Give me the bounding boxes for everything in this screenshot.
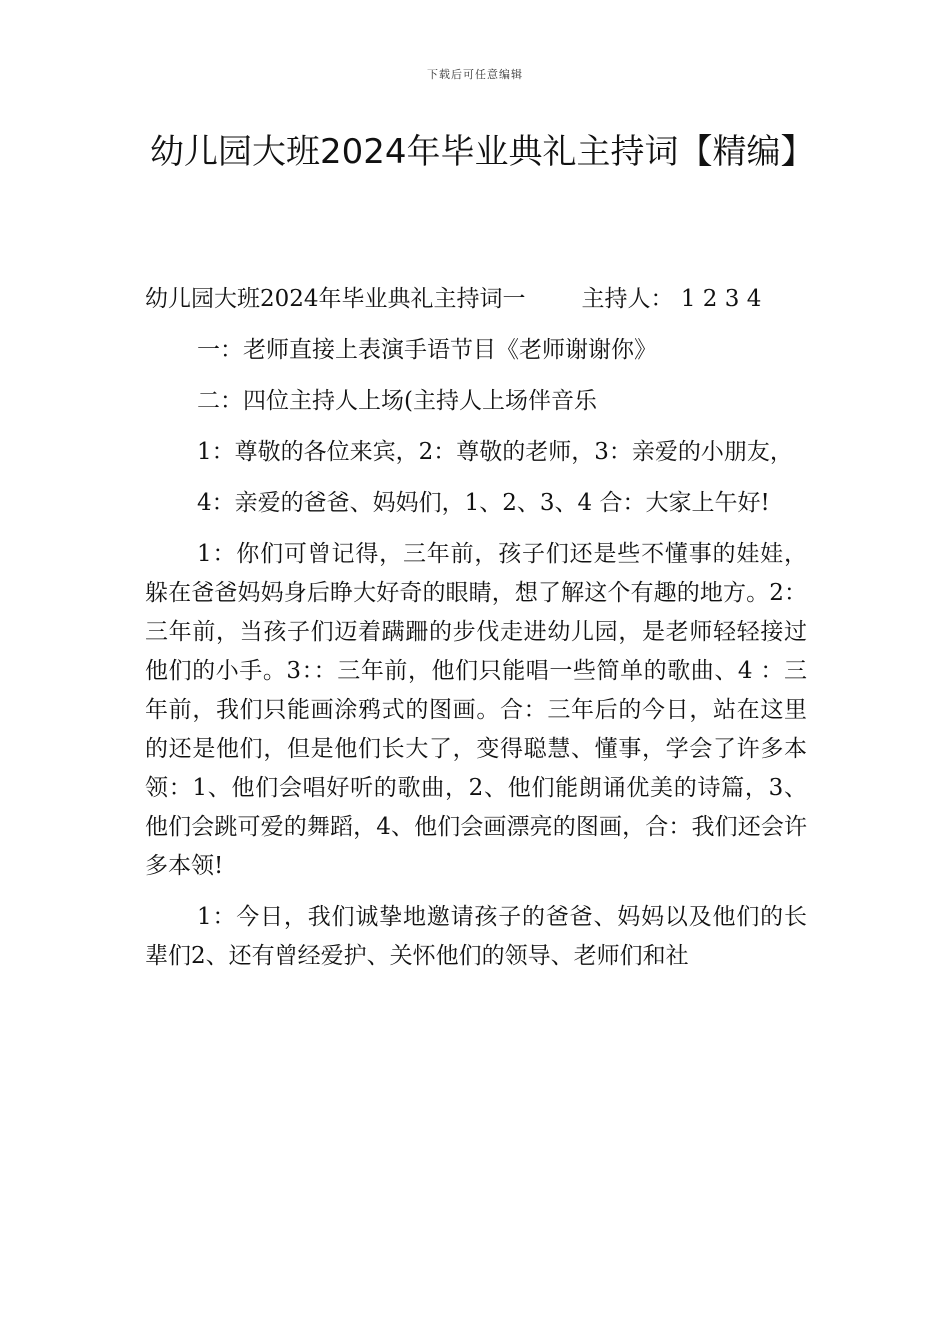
document-body xyxy=(145,280,807,988)
paragraph: 1：今日，我们诚挚地邀请孩子的爸爸、妈妈以及他们的长辈们2、还有曾经爱护、关怀他们的领导、老师们和社 xyxy=(145,904,807,969)
paragraph: 1：尊敬的各位来宾，2：尊敬的老师，3：亲爱的小朋友， xyxy=(197,439,793,465)
header-note: 下载后可任意编辑 xyxy=(427,68,523,81)
document-title: 幼儿园大班2024年毕业典礼主持词【精编】 xyxy=(150,132,815,172)
paragraph: 4：亲爱的爸爸、妈妈们，1、2、3、4 合：大家上午好! xyxy=(197,490,770,516)
intro-title: 幼儿园大班2024年毕业典礼主持词一 xyxy=(145,286,526,312)
paragraph: 二：四位主持人上场(主持人上场伴音乐 xyxy=(197,388,597,414)
intro-hosts: 主持人： 1 2 3 4 xyxy=(581,286,762,312)
intro-line xyxy=(145,280,807,319)
paragraph: 1：你们可曾记得，三年前，孩子们还是些不懂事的娃娃，躲在爸爸妈妈身后睁大好奇的眼睛，想了解这个有趣的地方。2：三年前，当孩子们迈着蹒跚的步伐走进幼儿园，是老师轻轻接过他们的小手。3：：三年前，他们只能唱一些简单的歌曲、4 ：三年前，我们只能画涂鸦式的图画。合：三年后的今日，站在这里的还是他们，但是他们长大了，变得聪慧、懂事，学会了许多本领：1、他们会唱好听的歌曲，2、他们能朗诵优美的诗篇，3、他们会跳可爱的舞蹈，4、他们会画漂亮的图画，合：我们还会许多本领! xyxy=(145,541,807,879)
paragraph: 一：老师直接上表演手语节目《老师谢谢你》 xyxy=(197,337,657,363)
